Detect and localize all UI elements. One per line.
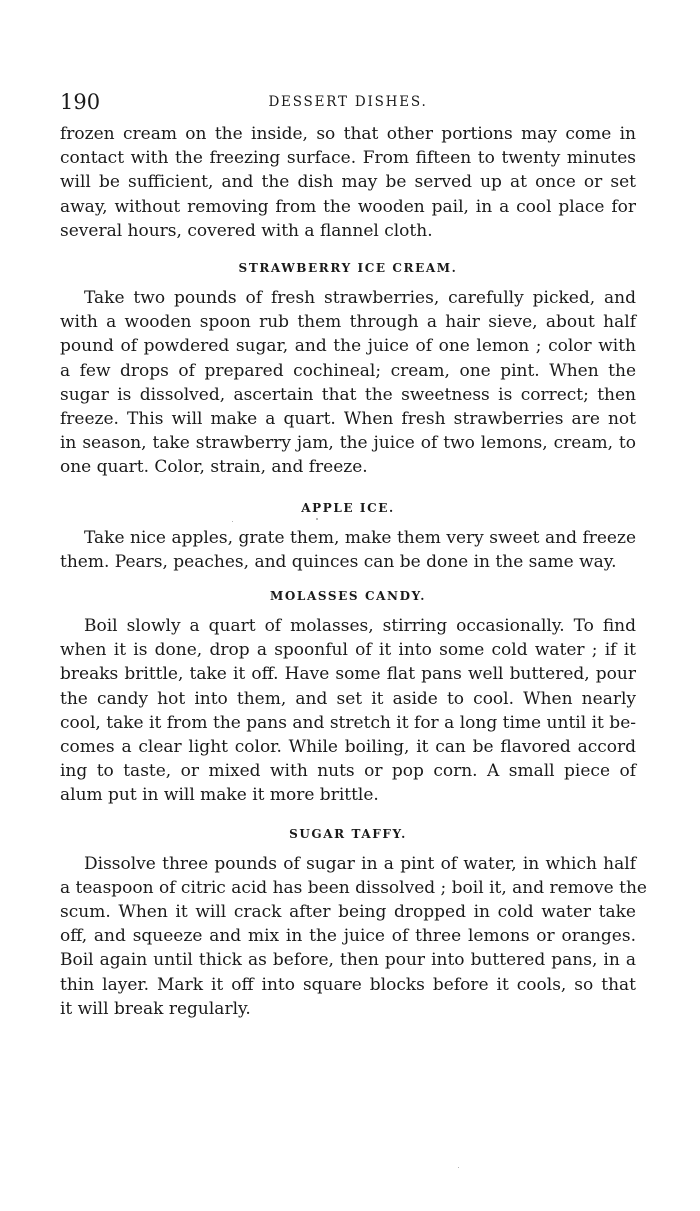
text-line: a teaspoon of citric acid has been dissolved ; boil it, and remove the <box>60 877 647 898</box>
text-line: scum. When it will crack after being dropped in cold water take <box>60 902 636 923</box>
text-line: thin layer. Mark it off into square blocks before it cools, so that <box>60 974 636 995</box>
text-line: comes a clear light color. While boiling, it can be flavored accord <box>60 737 636 758</box>
text-line: contact with the freezing surface. From fifteen to twenty minutes <box>60 148 636 169</box>
recipe-body-molasses-candy <box>60 614 636 808</box>
page-content <box>60 88 647 1021</box>
text-line: Take nice apples, grate them, make them very sweet and freeze <box>84 527 636 548</box>
text-line: alum put in will make it more brittle. <box>60 785 379 806</box>
text-line: Dissolve three pounds of sugar in a pint of water, in which half <box>84 853 636 874</box>
text-line: Boil slowly a quart of molasses, stirring occasionally. To find <box>84 616 636 637</box>
text-line: breaks brittle, take it off. Have some flat pans well buttered, pour <box>60 664 636 685</box>
recipe-title-apple-ice: APPLE ICE. <box>301 500 395 515</box>
text-line: frozen cream on the inside, so that other portions may come in <box>60 124 636 144</box>
page-number: 190 <box>60 90 101 114</box>
text-line: will be sufficient, and the dish may be served up at once or set <box>60 172 636 193</box>
text-line: a few drops of prepared cochineal; cream, one pint. When the <box>60 360 636 381</box>
text-line: the candy hot into them, and set it aside to cool. When nearly <box>60 688 636 709</box>
text-line: when it is done, drop a spoonful of it into some cold water ; if it <box>60 640 636 661</box>
text-line: several hours, covered with a flannel cloth. <box>60 220 433 241</box>
text-line: Boil again until thick as before, then pour into buttered pans, in a <box>60 950 636 971</box>
text-line: sugar is dissolved, ascertain that the sweetness is correct; then <box>60 384 636 405</box>
recipe-title-sugar-taffy: SUGAR TAFFY. <box>289 826 407 841</box>
text-line: with a wooden spoon rub them through a hair sieve, about half <box>60 312 636 333</box>
running-title: DESSERT DISHES. <box>268 94 428 110</box>
recipe-title-molasses-candy: MOLASSES CANDY. <box>270 589 426 604</box>
continuation-paragraph <box>60 122 636 243</box>
recipe-title-strawberry-ice-cream: STRAWBERRY ICE CREAM. <box>238 261 458 276</box>
text-line: pound of powdered sugar, and the juice of one lemon ; color with <box>60 336 636 357</box>
text-line: freeze. This will make a quart. When fresh strawberries are not <box>60 409 636 430</box>
running-head <box>60 88 636 122</box>
paper-speck <box>458 1167 459 1168</box>
paper-speck <box>232 521 233 522</box>
text-line: off, and squeeze and mix in the juice of three lemons or oranges. <box>60 926 636 947</box>
recipe-body-apple-ice <box>60 526 636 574</box>
text-line: one quart. Color, strain, and freeze. <box>60 457 368 478</box>
paper-speck <box>316 518 318 520</box>
text-line: them. Pears, peaches, and quinces can be done in the same way. <box>60 551 617 572</box>
text-line: away, without removing from the wooden pail, in a cool place for <box>60 196 636 217</box>
recipe-body-strawberry-ice-cream <box>60 286 636 480</box>
text-line: it will break regularly. <box>60 998 251 1019</box>
text-line: in season, take strawberry jam, the juice of two lemons, cream, to <box>60 433 636 454</box>
text-line: Take two pounds of fresh strawberries, carefully picked, and <box>84 288 636 309</box>
text-line: cool, take it from the pans and stretch it for a long time until it be- <box>60 712 636 733</box>
text-line: ing to taste, or mixed with nuts or pop corn. A small piece of <box>60 761 636 782</box>
recipe-body-sugar-taffy <box>60 852 647 1021</box>
